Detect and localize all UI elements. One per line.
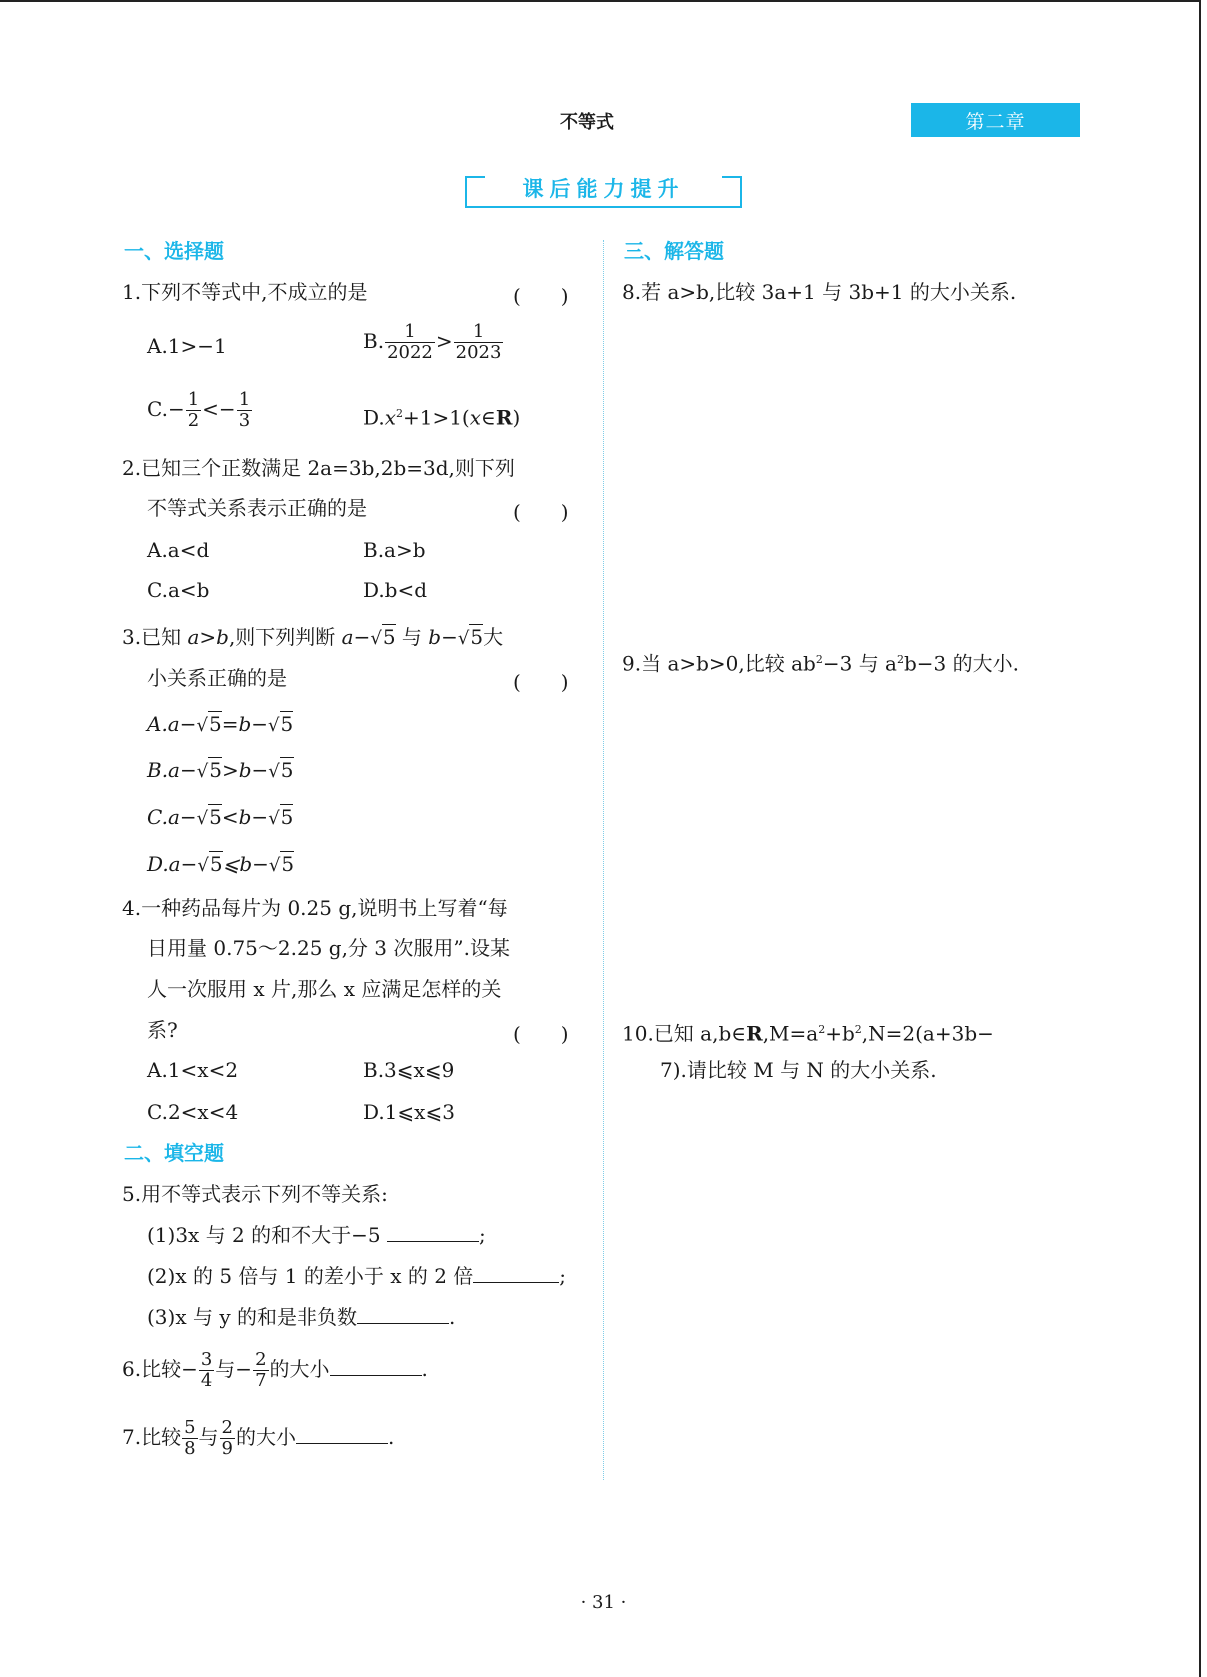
section-title-box: [465, 176, 742, 208]
q4-line4: 系?: [147, 1018, 178, 1042]
answer-blank[interactable]: [330, 1357, 422, 1376]
q4-option-d: D.1⩽x⩽3: [363, 1100, 455, 1124]
q1-option-c: C.− $\frac{1}{2}$ <− $\frac{1}{3}$: [147, 389, 251, 431]
q8: 8.若 a>b,比较 3a+1 与 3b+1 的大小关系.: [622, 280, 1017, 304]
q5-stem: 5.用不等式表示下列不等关系:: [122, 1182, 388, 1206]
section-title: 课后能力提升: [522, 177, 685, 201]
q1-answer-paren: ( ): [513, 284, 569, 308]
q9: 9.当 a>b>0,比较 $ab^2-3$ 与 $a^2b-3$ 的大小.: [622, 651, 1019, 676]
q1-option-d: $D.x^2+1>1(x\in R)$: [363, 405, 521, 430]
q3-option-c: C.a−√5<b−√5: [147, 805, 294, 829]
page-frame-top: [0, 0, 1200, 2]
q4-line3: 人一次服用 x 片,那么 x 应满足怎样的关: [147, 977, 502, 1001]
answer-blank[interactable]: [387, 1223, 479, 1242]
q4-option-c: C.2<x<4: [147, 1100, 239, 1124]
q4-line2: 日用量 0.75～2.25 g,分 3 次服用”.设某: [147, 936, 510, 960]
q6: 6.比较− $\frac{3}{4}$ 与− $\frac{2}{7}$ 的大小 .: [122, 1349, 428, 1391]
q5-sub3: (3)x 与 y 的和是非负数 .: [147, 1305, 456, 1329]
answer-blank[interactable]: [357, 1305, 449, 1324]
q10-line1: 10.已知 $a,b\in R,M=a^2+b^2,N=2(a+3b-$: [622, 1021, 994, 1046]
q2-answer-paren: ( ): [513, 500, 569, 524]
q2-option-d: D.b<d: [363, 578, 428, 602]
q2-option-a: A.a<d: [147, 538, 210, 562]
q4-option-b: B.3⩽x⩽9: [363, 1058, 455, 1082]
q3-answer-paren: ( ): [513, 670, 569, 694]
q5-sub2: (2)x 的 5 倍与 1 的差小于 x 的 2 倍 ;: [147, 1264, 567, 1288]
q4-line1: 4.一种药品每片为 0.25 g,说明书上写着“每: [122, 896, 508, 920]
page-number: · 31 ·: [580, 1592, 627, 1613]
q3-option-b: B.a−√5>b−√5: [147, 758, 294, 782]
q3-line1: 3.已知 a>b,则下列判断 a−√5 与 b−√5大: [122, 625, 504, 649]
heading-choice: 一、选择题: [124, 239, 224, 263]
heading-fill: 二、填空题: [124, 1141, 224, 1165]
heading-answer: 三、解答题: [624, 239, 724, 263]
column-divider: [603, 240, 604, 1480]
q7: 7.比较 $\frac{5}{8}$ 与 $\frac{2}{9}$ 的大小 .: [122, 1417, 395, 1459]
q1-stem: 1.下列不等式中,不成立的是: [122, 280, 368, 304]
q3-option-d: D.a−√5⩽b−√5: [147, 852, 295, 876]
answer-blank[interactable]: [296, 1425, 388, 1444]
header-title: 不等式: [560, 112, 614, 133]
q4-option-a: A.1<x<2: [147, 1058, 239, 1082]
q2-option-c: C.a<b: [147, 578, 210, 602]
q10-line2: 7).请比较 M 与 N 的大小关系.: [660, 1058, 937, 1082]
q1-option-b: B. $\frac{1}{2022}$ > $\frac{1}{2023}$: [363, 321, 502, 363]
q4-answer-paren: ( ): [513, 1022, 569, 1046]
chapter-badge: 第二章: [911, 103, 1080, 137]
q3-line2: 小关系正确的是: [147, 666, 287, 690]
answer-blank[interactable]: [473, 1264, 559, 1283]
q5-sub1: (1)3x 与 2 的和不大于−5 ;: [147, 1223, 486, 1247]
page-frame-right: [1199, 0, 1201, 1677]
q1-option-a: A.1>−1: [147, 334, 227, 358]
q2-option-b: B.a>b: [363, 538, 426, 562]
q2-line2: 不等式关系表示正确的是: [147, 496, 367, 520]
q2-line1: 2.已知三个正数满足 2a=3b,2b=3d,则下列: [122, 456, 515, 480]
q3-option-a: A.a−√5=b−√5: [147, 712, 294, 736]
